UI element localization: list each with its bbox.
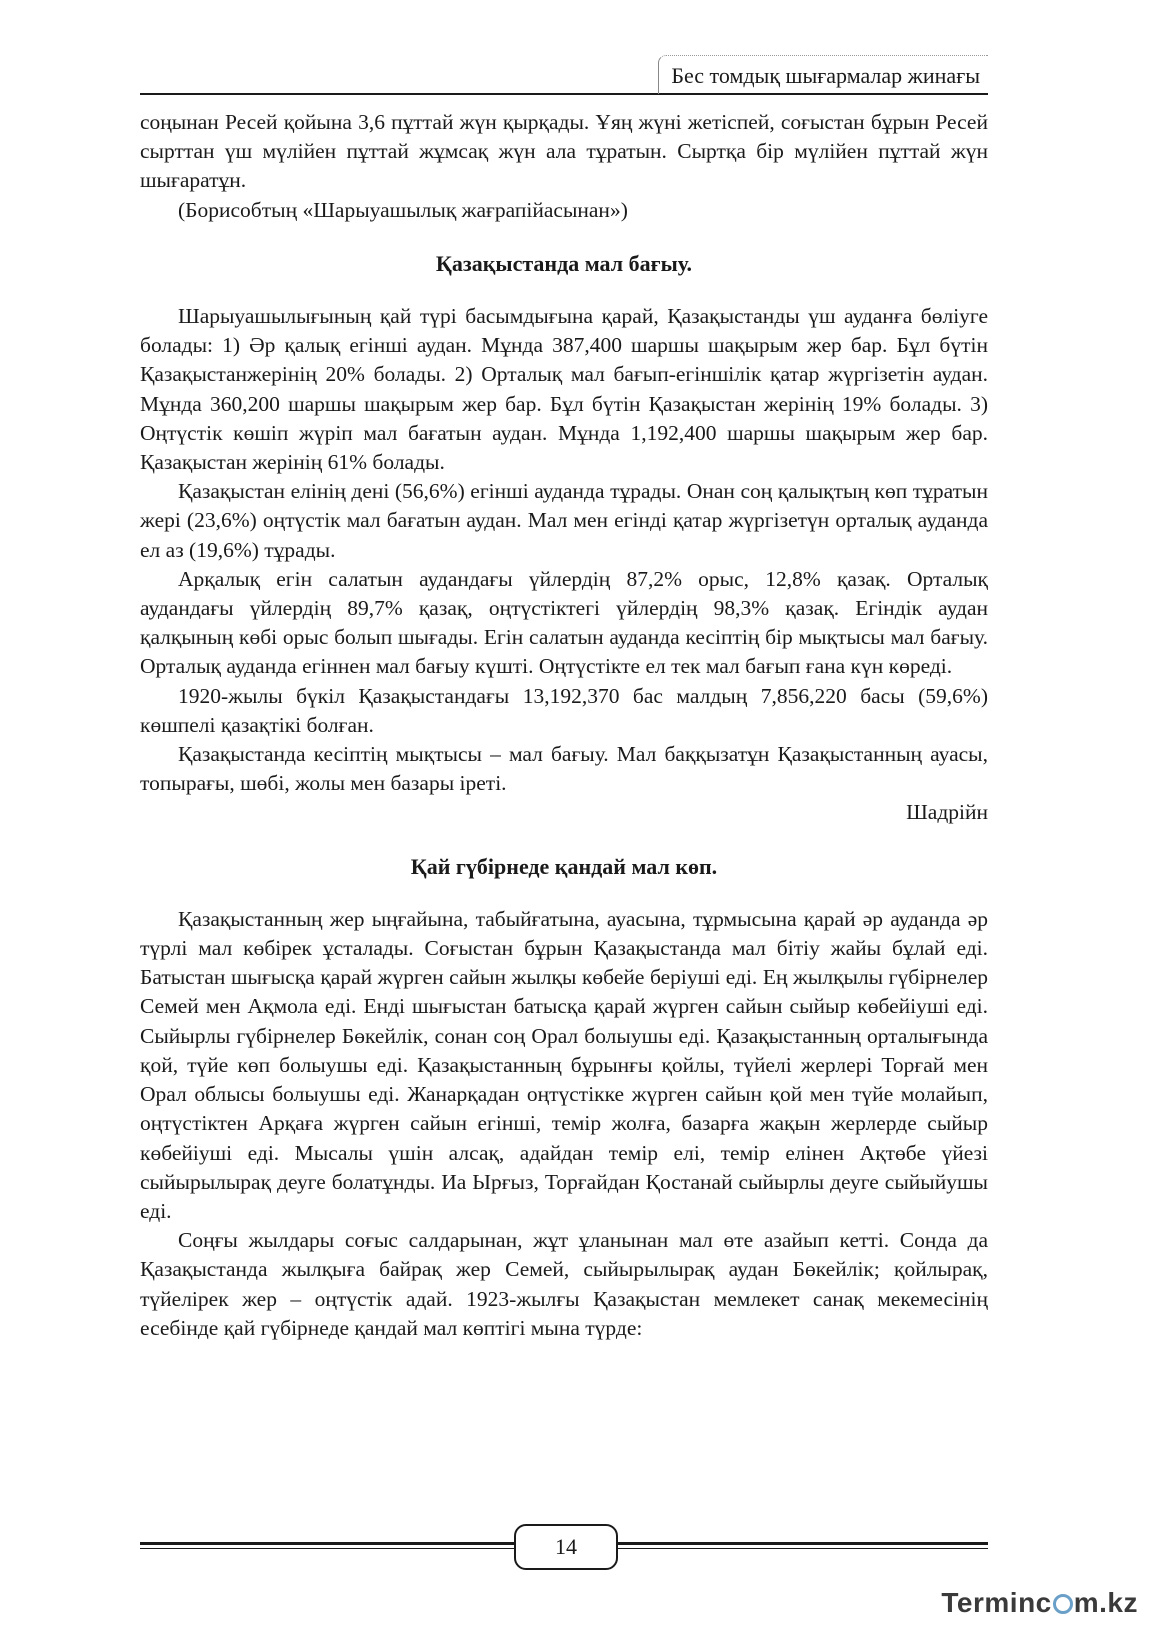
paragraph: Шарыуашылығының қай түрі басымдығына қарай, Қазақыстанды үш ауданға бөліуге болады: 1) Әр қалық егінші аудан. Мұнда 387,400 шаршы шақырым жер бар. Бұл бүтін Қазақыстанжерінің 20% болады. 2) Орталық мал бағып-егіншілік қатар жүргізетін аудан. Мұнда 360,200 шаршы шақырым жер бар. Бұл бүтін Қазақыстан жерінің 19% болады. 3) Оңтүстік көшіп жүріп мал бағатын аудан. Мұнда 1,192,400 шаршы шақырым жер бар. Қазақыстан жерінің 61% болады. bbox=[140, 304, 988, 475]
paragraph-continued: соңынан Ресей қойына 3,6 пұттай жүн қырқады. Ұяң жүні жетіспей, соғыстан бұрын Ресей сырттан үш мүлійен пұттай жұмсақ жүн ала тұратын. Сыртқа бір мүлійен пұттай жүн шығаратұн. bbox=[140, 110, 988, 193]
watermark-middle: erminc bbox=[956, 1587, 1052, 1618]
paragraph: Соңғы жылдары соғыс салдарынан, жұт ұланынан мал өте азайып кетті. Сонда да Қазақыстанда жылқыға байрақ жер Семей, сыйырылырақ аудан Бөкейлік; қойлырақ, түйелірек жер – оңтүстік адай. 1923-жылғы Қазақыстан мемлекет санақ мекемесінің есебінде қай гүбірнеде қандай мал көптігі мына түрде: bbox=[140, 1228, 988, 1340]
paragraph: 1920-жылы бүкіл Қазақыстандағы 13,192,370 бас малдың 7,856,220 басы (59,6%) көшпелі қазақтікі болған. bbox=[140, 683, 988, 737]
section-heading-provinces: Қай гүбірнеде қандай мал көп. bbox=[410, 853, 718, 879]
paragraph: Қазақыстанда кесіптің мықтысы – мал бағыу. Мал баққызатұн Қазақыстанның ауасы, топырағы, шөбі, жолы мен базары іреті. bbox=[140, 742, 988, 796]
paragraph: Арқалық егін салатын аудандағы үйлердің 87,2% орыс, 12,8% қазақ. Орталық аудандағы үйлердің 89,7% қазақ, оңтүстіктегі үйлердің 98,3% қазақ. Егіндік аудан қалқының көбі орыс болып шығады. Егін салатын ауданда кесіптің бір мықтысы мал бағыу. Орталық ауданда егіннен мал бағыу күшті. Оңтүстікте ел тек мал бағып ғана күн көреді. bbox=[140, 566, 988, 679]
watermark-suffix: m.kz bbox=[1073, 1587, 1138, 1618]
watermark-logo bbox=[941, 1587, 1138, 1619]
watermark-prefix: T bbox=[941, 1587, 957, 1618]
page-number: 14 bbox=[514, 1524, 618, 1570]
magnifier-icon bbox=[1053, 1594, 1073, 1614]
section-heading-livestock: Қазақыстанда мал бағыу. bbox=[435, 250, 693, 276]
page-footer bbox=[140, 1524, 988, 1570]
page-content bbox=[140, 108, 988, 1343]
running-header bbox=[140, 55, 988, 95]
header-title: Бес томдық шығармалар жинағы bbox=[658, 55, 988, 94]
paragraph: Қазақыстанның жер ыңғайына, табыйғатына, ауасына, тұрмысына қарай әр ауданда әр түрлі мал көбірек ұсталады. Соғыстан бұрын Қазақыстанда мал бітіу жайы бұлай еді. Батыстан шығысқа қарай жүрген сайын жылқы көбейе беріуші еді. Ең жылқылы гүбірнелер Семей мен Ақмола еді. Енді шығыстан батысқа қарай жүрген сайын сыйыр көбейіуші еді. Сыйырлы гүбірнелер Бөкейлік, сонан соң Орал болыушы еді. Қазақыстанның орталығында қой, түйе көп болыушы еді. Қазақыстанның бұрынғы қойлы, түйелі жерлері Торғай мен Орал облысы болыушы еді. Жанарқадан оңтүстікке жүрген сайын қой мен түйе молайып, оңтүстіктен Арқаға жүрген сайын егінші, темір жолға, базарға жақын жерлерде сыйыр көбейіуші еді. Мысалы үшін алсақ, адайдан темір елі, темір елінен Ақтөбе үйезі сыйырылырақ деуге болатұнды. Иа Ырғыз, Торғайдан Қостанай сыйырлы деуге сыйыйушы еді. bbox=[140, 906, 988, 1223]
author-signature: Шадрійн bbox=[906, 800, 988, 825]
source-citation: (Борисобтың «Шарыуашылық жағрапійасынан») bbox=[178, 197, 628, 222]
paragraph: Қазақыстан елінің дені (56,6%) егінші ауданда тұрады. Онан соң қалықтың көп тұратын жері (23,6%) оңтүстік мал бағатын аудан. Мал мен егінді қатар жүргізетүн орталық ауданда ел аз (19,6%) тұрады. bbox=[140, 479, 988, 562]
